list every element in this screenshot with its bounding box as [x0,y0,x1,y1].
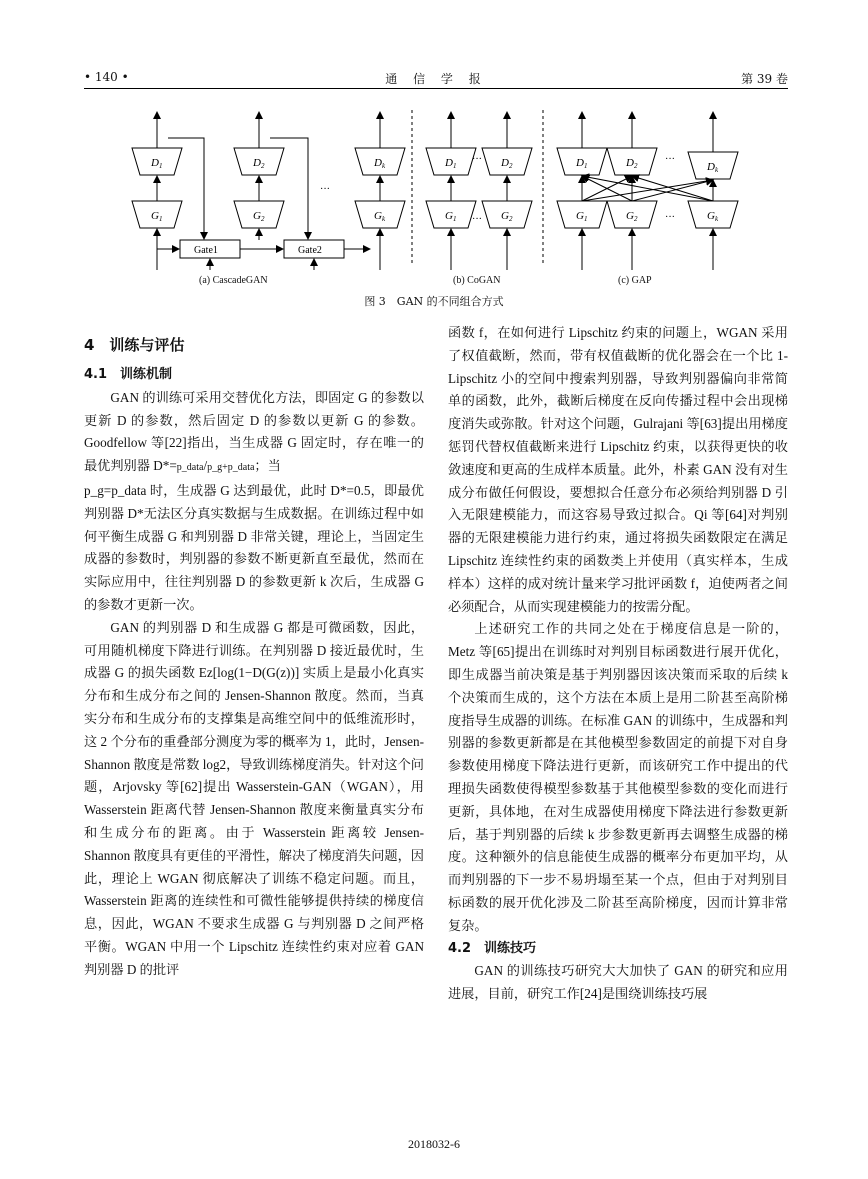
cogan-label-d2: D2 [501,157,513,170]
gap-label-g2: G2 [626,210,638,223]
journal-name: 通 信 学 报 [385,72,487,86]
gap-label-g1: G1 [576,210,588,223]
section-heading-4: 4 训练与评估 [84,336,185,354]
caption-cogan: (b) CoGAN [453,275,501,286]
gap-label-d1: D1 [576,157,588,170]
label-g2: G2 [253,210,265,223]
gap-diagram [557,112,738,270]
cogan-label-g2: G2 [501,210,513,223]
gap-label-gk: Gk [707,210,719,223]
left-column [84,322,424,982]
page-footer: 2018032-6 [408,1137,460,1151]
paragraph-tricks: GAN 的训练技巧研究大大加快了 GAN 的研究和应用进展，目前，研究工作[24]是围绕训练技巧展 [448,963,788,1002]
dots-a: ··· [320,184,330,195]
gap-label-d2: D2 [626,157,638,170]
paragraph-training-1: GAN 的训练可采用交替优化方法，即固定 G 的参数以更新 D 的参数，然后固定 D 的参数以更新 G 的参数。Goodfellow 等[22]指出，当生成器 G 固定时，存在唯一的最优判别器 D*=p_data/p_g+p_data；当 [84,389,424,474]
label-d2: D2 [253,157,265,170]
label-gate2: Gate2 [298,245,322,256]
subsection-heading-4-2: 4.2 训练技巧 [448,940,537,956]
figure-gan-combinations [120,110,790,280]
label-g1: G1 [151,210,163,223]
cogan-diagram [426,112,532,270]
cogan-label-d1: D1 [445,157,457,170]
right-column [448,322,788,1006]
paragraph-training-1-cont: p_g=p_data 时，生成器 G 达到最优，此时 D*=0.5，即最优判别器 D*无法区分真实数据与生成数据。在训练过程中如何平衡生成器 G 和判别器 D 非常关键，理论上，当固定生成器的参数时，判别器的参数不断更新直至最优，然而在实际应用中，往往判别器 D 的参数更新 k 次后，生成器 G 的参数才更新一次。 [84,482,424,612]
running-header [84,70,788,88]
cascadegan-diagram [132,112,405,270]
cogan-label-g1: G1 [445,210,457,223]
label-gate1: Gate1 [194,245,218,256]
page-number: • 140 • [84,70,129,84]
label-gk: Gk [374,210,386,223]
volume-label: 第 39 卷 [741,72,788,86]
dots-c-top: ··· [665,154,675,165]
caption-gap: (c) GAP [618,275,652,286]
dots-c-bottom: ··· [665,212,675,223]
caption-cascadegan: (a) CascadeGAN [199,275,268,286]
paragraph-training-3: 函数 f，在如何进行 Lipschitz 约束的问题上，WGAN 采用了权值截断，然而，带有权值截断的优化器会在一个比 1-Lipschitz 小的空间中搜索判别器，导致判别器偏向非常简单的函数，此外，截断后梯度在反向传播过程中会出现梯度消失或弥散。针对这个问题，Gulrajani 等[63]提出用梯度惩罚代替权值截断来进行 Lipschitz 约束，以获得更快的收敛速度和更高的生成样本质量。此外，朴素 GAN 没有对生成分布做任何假设，要想拟合任意分布必须给判别器 D 引入无限建模能力，而这容易导致过拟合。Qi 等[64]对判别器的无限建模能力进行约束，通过将损失函数限定在满足 Lipschitz 连续性约束的函数类上并使用（真实样本，生成样本）这样的成对统计量来学习批评函数 f，迫使两者之间必须配合，从而实现建模能力的按需分配。 [448,325,788,614]
dots-b-bottom: ··· [472,214,482,225]
subsection-heading-4-1: 4.1 训练机制 [84,367,173,382]
label-dk: Dk [374,157,386,170]
dots-b-top: ··· [472,154,482,165]
label-d1: D1 [151,157,163,170]
gap-label-dk: Dk [707,161,719,174]
header-rule [84,88,788,89]
figure-title: 图 3 GAN 的不同组合方式 [364,295,504,308]
paragraph-training-4: 上述研究工作的共同之处在于梯度信息是一阶的，Metz 等[65]提出在训练时对判别目标函数进行展开优化，即生成器当前决策是基于判别器因该决策而采取的后续 k 个决策而生成的，这个方法在本质上是用二阶甚至高阶梯度指导生成器的训练。在标准 GAN 的训练中，生成器和判别器的参数更新都是在其他模型参数固定的前提下对自身参数使用梯度下降法进行更新，而该研究工作中提出的代理损失函数使得模型参数基于其他模型参数的变化而进行更新，具体地，在对生成器使用梯度下降法进行参数更新后，基于判别器的后续 k 步参数更新再去调整生成器的梯度。这种额外的信息能使生成器的概率分布更加平均，从而判别器的下一步不易坍塌至某一个点，但由于对判别目标函数的展开优化涉及二阶甚至高阶梯度，因而计算非常复杂。 [448,621,788,933]
paragraph-training-2: GAN 的判别器 D 和生成器 G 都是可微函数，因此，可用随机梯度下降进行训练。在判别器 D 接近最优时，生成器 G 的损失函数 Ez[log(1−D(G(z))] 实质上是最小化真实分布和生成分布之间的 Jensen-Shannon 散度。然而，当真实分布和生成分布的支撑集是高维空间中的低维流形时，这 2 个分布的重叠部分测度为零的概率为 1，此时，Jensen-Shannon 散度是常数 log2，导致训练梯度消失。针对这个问题，Arjovsky 等[62]提出 Wasserstein-GAN（WGAN），用 Wasserstein 距离代替 Jensen-Shannon 散度来衡量真实分布和生成分布的距离。由于 Wasserstein 距离较 Jensen-Shannon 散度具有更佳的平滑性，解决了梯度消失问题，因此，理论上 WGAN 彻底解决了训练不稳定问题。而且，Wasserstein 距离的连续性和可微性能够提供持续的梯度信息，因此，WGAN 不要求生成器 G 与判别器 D 之间严格平衡。WGAN 中用一个 Lipschitz 连续性约束对应着 GAN 判别器 D 的批评 [84,619,424,977]
